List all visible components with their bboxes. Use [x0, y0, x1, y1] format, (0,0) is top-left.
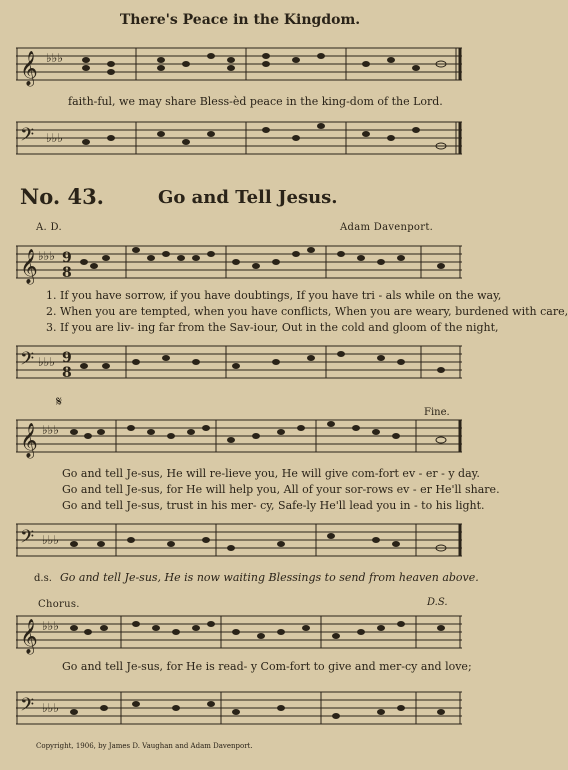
system1-treble-staff [16, 238, 462, 284]
svg-text:♭♭♭: ♭♭♭ [42, 423, 59, 437]
hymn-title: Go and Tell Jesus. [158, 187, 338, 208]
svg-text:𝄢: 𝄢 [20, 527, 35, 552]
verse-1: 1. If you have sorrow, if you have doubtings, If you have tri - als while on the way, [46, 289, 502, 302]
svg-text:9: 9 [62, 350, 72, 366]
previous-hymn-title: There's Peace in the Kingdom. [119, 12, 361, 28]
previous-hymn-lyric: faith-ful, we may share Bless-èd peace in the king-dom of the Lord. [68, 95, 443, 108]
verse-3: 3. If you are liv- ing far from the Sav-iour, Out in the cold and gloom of the night, [46, 321, 499, 334]
ds-label: D.S. [427, 597, 448, 608]
svg-text:𝄞: 𝄞 [20, 51, 38, 86]
system2-bass-staff [16, 516, 462, 558]
chorus-bass-staff [16, 684, 462, 726]
svg-text:♭♭♭: ♭♭♭ [38, 249, 55, 263]
svg-text:8: 8 [62, 365, 72, 381]
chorus-lyric: Go and tell Je-sus, for He is read- y Com-fort to give and mer-cy and love; [62, 660, 472, 673]
verse-2: 2. When you are tempted, when you have conflicts, When you are weary, burdened with care, [46, 305, 568, 318]
refrain-line-1: Go and tell Je-sus, He will re-lieve you, He will give com-fort ev - er - y day. [62, 467, 480, 480]
ds-text: Go and tell Je-sus, He is now waiting Blessings to send from heaven above. [60, 571, 479, 584]
ds-marker: d.s. [34, 573, 52, 584]
svg-text:𝄢: 𝄢 [20, 349, 35, 374]
svg-text:♭♭♭: ♭♭♭ [46, 131, 63, 145]
segno-sign: 𝄋 [56, 394, 63, 410]
svg-text:♭♭♭: ♭♭♭ [46, 51, 63, 65]
svg-text:𝄢: 𝄢 [20, 695, 35, 720]
svg-text:𝄞: 𝄞 [20, 619, 38, 654]
svg-text:9: 9 [62, 250, 72, 266]
svg-text:♭♭♭: ♭♭♭ [42, 701, 59, 715]
refrain-line-3: Go and tell Je-sus, trust in his mer- cy, Safe-ly He'll lead you in - to his light. [62, 499, 485, 512]
chorus-label: Chorus. [38, 599, 80, 610]
system1-bass-staff [16, 338, 462, 380]
composer-credit: Adam Davenport. [340, 222, 434, 233]
svg-text:8: 8 [62, 265, 72, 281]
svg-text:♭♭♭: ♭♭♭ [38, 355, 55, 369]
svg-text:♭♭♭: ♭♭♭ [42, 619, 59, 633]
previous-treble-staff [16, 40, 462, 86]
svg-text:𝄞: 𝄞 [20, 249, 38, 284]
svg-text:♭♭♭: ♭♭♭ [42, 533, 59, 547]
system2-treble-staff [16, 412, 462, 458]
svg-text:𝄢: 𝄢 [20, 125, 35, 150]
author-initials: A. D. [36, 222, 62, 233]
fine-marker: Fine. [424, 407, 450, 418]
copyright-notice: Copyright, 1906, by James D. Vaughan and Adam Davenport. [36, 742, 253, 750]
chorus-treble-staff [16, 608, 462, 654]
svg-text:𝄞: 𝄞 [20, 423, 38, 458]
previous-bass-staff [16, 114, 462, 156]
refrain-line-2: Go and tell Je-sus, for He will help you, All of your sor-rows ev - er He'll share. [62, 483, 500, 496]
hymn-number: No. 43. [20, 184, 104, 209]
